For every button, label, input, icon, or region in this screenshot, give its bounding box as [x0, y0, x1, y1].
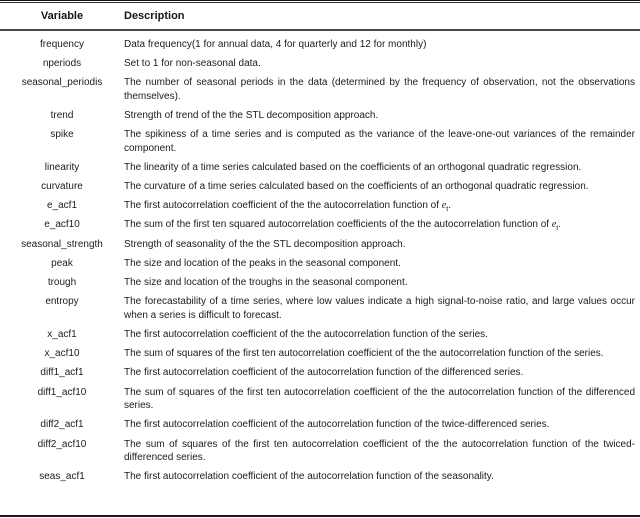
variable-cell: e_acf10 [44, 219, 80, 231]
variable-cell: seas_acf1 [39, 471, 85, 483]
table-row [0, 177, 640, 196]
description-cell: Strength of seasonality of the the STL decomposition approach. [124, 238, 406, 250]
table-bottom-rule [0, 515, 640, 517]
description-cell: The number of seasonal periods in the data (determined by the frequency of observation, not the observations themselves). [124, 77, 635, 102]
description-cell: The size and location of the peaks in the seasonal component. [124, 257, 401, 269]
description-cell: Strength of trend of the the STL decomposition approach. [124, 109, 379, 121]
variable-cell: x_acf10 [44, 348, 80, 360]
description-cell: The size and location of the troughs in the seasonal component. [124, 277, 408, 289]
table-row [0, 197, 640, 216]
table-header-row [0, 3, 640, 29]
variable-cell: frequency [40, 38, 84, 50]
variable-cell: trough [47, 277, 77, 289]
description-cell: The sum of squares of the first ten autocorrelation coefficient of the the autocorrelation function of the differenced series. [124, 386, 635, 412]
variable-cell: diff2_acf10 [37, 438, 87, 450]
description-cell: The first autocorrelation coefficient of the the autocorrelation function of $e_t$. [124, 200, 451, 214]
table-row [0, 216, 640, 235]
table-row [0, 364, 640, 383]
description-cell: The sum of the first ten squared autocorrelation coefficients of the the autocorrelation function of $e_t$. [124, 219, 562, 233]
description-cell: The spikiness of a time series and is computed as the variance of the leave-one-out variances of the remainder component. [124, 129, 635, 154]
variable-cell: nperiods [42, 57, 82, 69]
table-row [0, 325, 640, 344]
description-cell: The sum of squares of the first ten autocorrelation coefficient of the the autocorrelation function of the series. [124, 348, 604, 360]
table-row [0, 235, 640, 254]
description-cell: The linearity of a time series calculated based on the coefficients of an orthogonal quadratic regression. [124, 161, 582, 173]
description-cell: Data frequency(1 for annual data, 4 for quarterly and 12 for monthly) [124, 38, 427, 50]
table-row [0, 35, 640, 54]
table-row [0, 383, 640, 416]
table-row [0, 416, 640, 435]
table-row [0, 273, 640, 292]
table-row [0, 468, 640, 487]
table-row [0, 344, 640, 363]
variable-cell: x_acf1 [47, 329, 77, 341]
variable-cell: entropy [45, 296, 79, 308]
table-row [0, 125, 640, 158]
column-header-description: Description [124, 10, 185, 22]
variable-cell: curvature [41, 181, 83, 193]
variable-cell: seasonal_strength [21, 238, 103, 250]
variable-cell: diff1_acf10 [37, 386, 87, 398]
description-cell: The sum of squares of the first ten autocorrelation coefficient of the the autocorrelation function of the twiced-differenced series. [124, 438, 635, 464]
variable-cell: diff1_acf1 [40, 367, 84, 379]
variable-cell: trend [50, 109, 74, 121]
table-row [0, 54, 640, 73]
table-row [0, 292, 640, 325]
table-row [0, 435, 640, 468]
column-header-variable: Variable [40, 10, 84, 22]
description-cell: The curvature of a time series calculated based on the coefficients of an orthogonal quadratic regression. [124, 181, 589, 193]
table-row [0, 254, 640, 273]
variable-cell: linearity [44, 161, 80, 173]
variable-cell: seasonal_periodis [21, 77, 103, 89]
table-row [0, 106, 640, 125]
table-body [0, 31, 640, 487]
variable-cell: peak [51, 257, 73, 269]
description-cell: The first autocorrelation coefficient of the autocorrelation function of the twice-differenced series. [124, 419, 550, 431]
description-cell: The first autocorrelation coefficient of the the autocorrelation function of the series. [124, 329, 488, 341]
variable-cell: diff2_acf1 [40, 419, 84, 431]
description-cell: Set to 1 for non-seasonal data. [124, 57, 261, 69]
variable-cell: spike [50, 129, 74, 141]
description-cell: The forecastability of a time series, where low values indicate a high signal-to-noise ratio, and large values occur when a series is difficult to forecast. [124, 296, 635, 321]
description-cell: The first autocorrelation coefficient of the autocorrelation function of the seasonality. [124, 471, 494, 483]
table-row [0, 73, 640, 106]
variable-cell: e_acf1 [46, 200, 78, 212]
table-row [0, 158, 640, 177]
description-cell: The first autocorrelation coefficient of the autocorrelation function of the differenced series. [124, 367, 524, 379]
